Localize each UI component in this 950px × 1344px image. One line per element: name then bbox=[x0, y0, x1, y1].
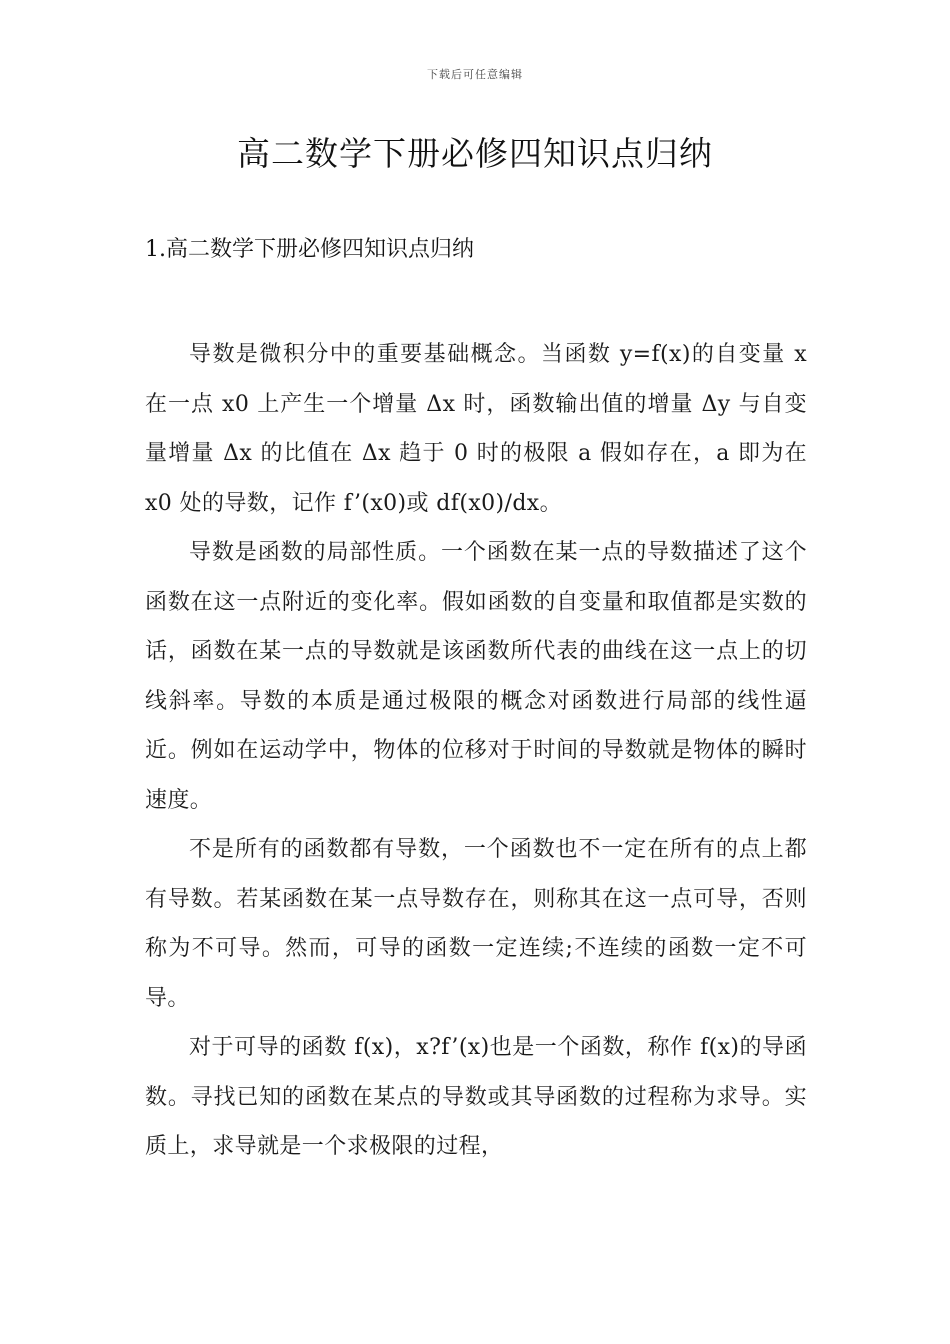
paragraph-derivative-local-property: 导数是函数的局部性质。一个函数在某一点的导数描述了这个函数在这一点附近的变化率。假如函数的自变量和取值都是实数的话，函数在某一点的导数就是该函数所代表的曲线在这一点上的切线斜率。导数的本质是通过极限的概念对函数进行局部的线性逼近。例如在运动学中，物体的位移对于时间的导数就是物体的瞬时速度。 bbox=[145, 540, 807, 813]
document-title: 高二数学下册必修四知识点归纳 bbox=[237, 134, 713, 173]
paragraph-derivative-definition: 导数是微积分中的重要基础概念。当函数 y=f(x)的自变量 x 在一点 x0 上产生一个增量 Δx 时，函数输出值的增量 Δy 与自变量增量 Δx 的比值在 Δx 趋于 0 时的极限 a 假如存在，a 即为在 x0 处的导数，记作 f’(x0)或 df(x0)/dx。 bbox=[145, 342, 807, 516]
paragraph-derived-function: 对于可导的函数 f(x)，x?f’(x)也是一个函数，称作 f(x)的导函数。寻找已知的函数在某点的导数或其导函数的过程称为求导。实质上，求导就是一个求极限的过程， bbox=[145, 1035, 807, 1159]
header-note: 下载后可任意编辑 bbox=[427, 68, 523, 81]
body-text bbox=[145, 330, 807, 1172]
section-heading: 1.高二数学下册必修四知识点归纳 bbox=[145, 237, 474, 262]
paragraph-differentiability: 不是所有的函数都有导数，一个函数也不一定在所有的点上都有导数。若某函数在某一点导数存在，则称其在这一点可导，否则称为不可导。然而，可导的函数一定连续;不连续的函数一定不可导。 bbox=[145, 837, 807, 1011]
